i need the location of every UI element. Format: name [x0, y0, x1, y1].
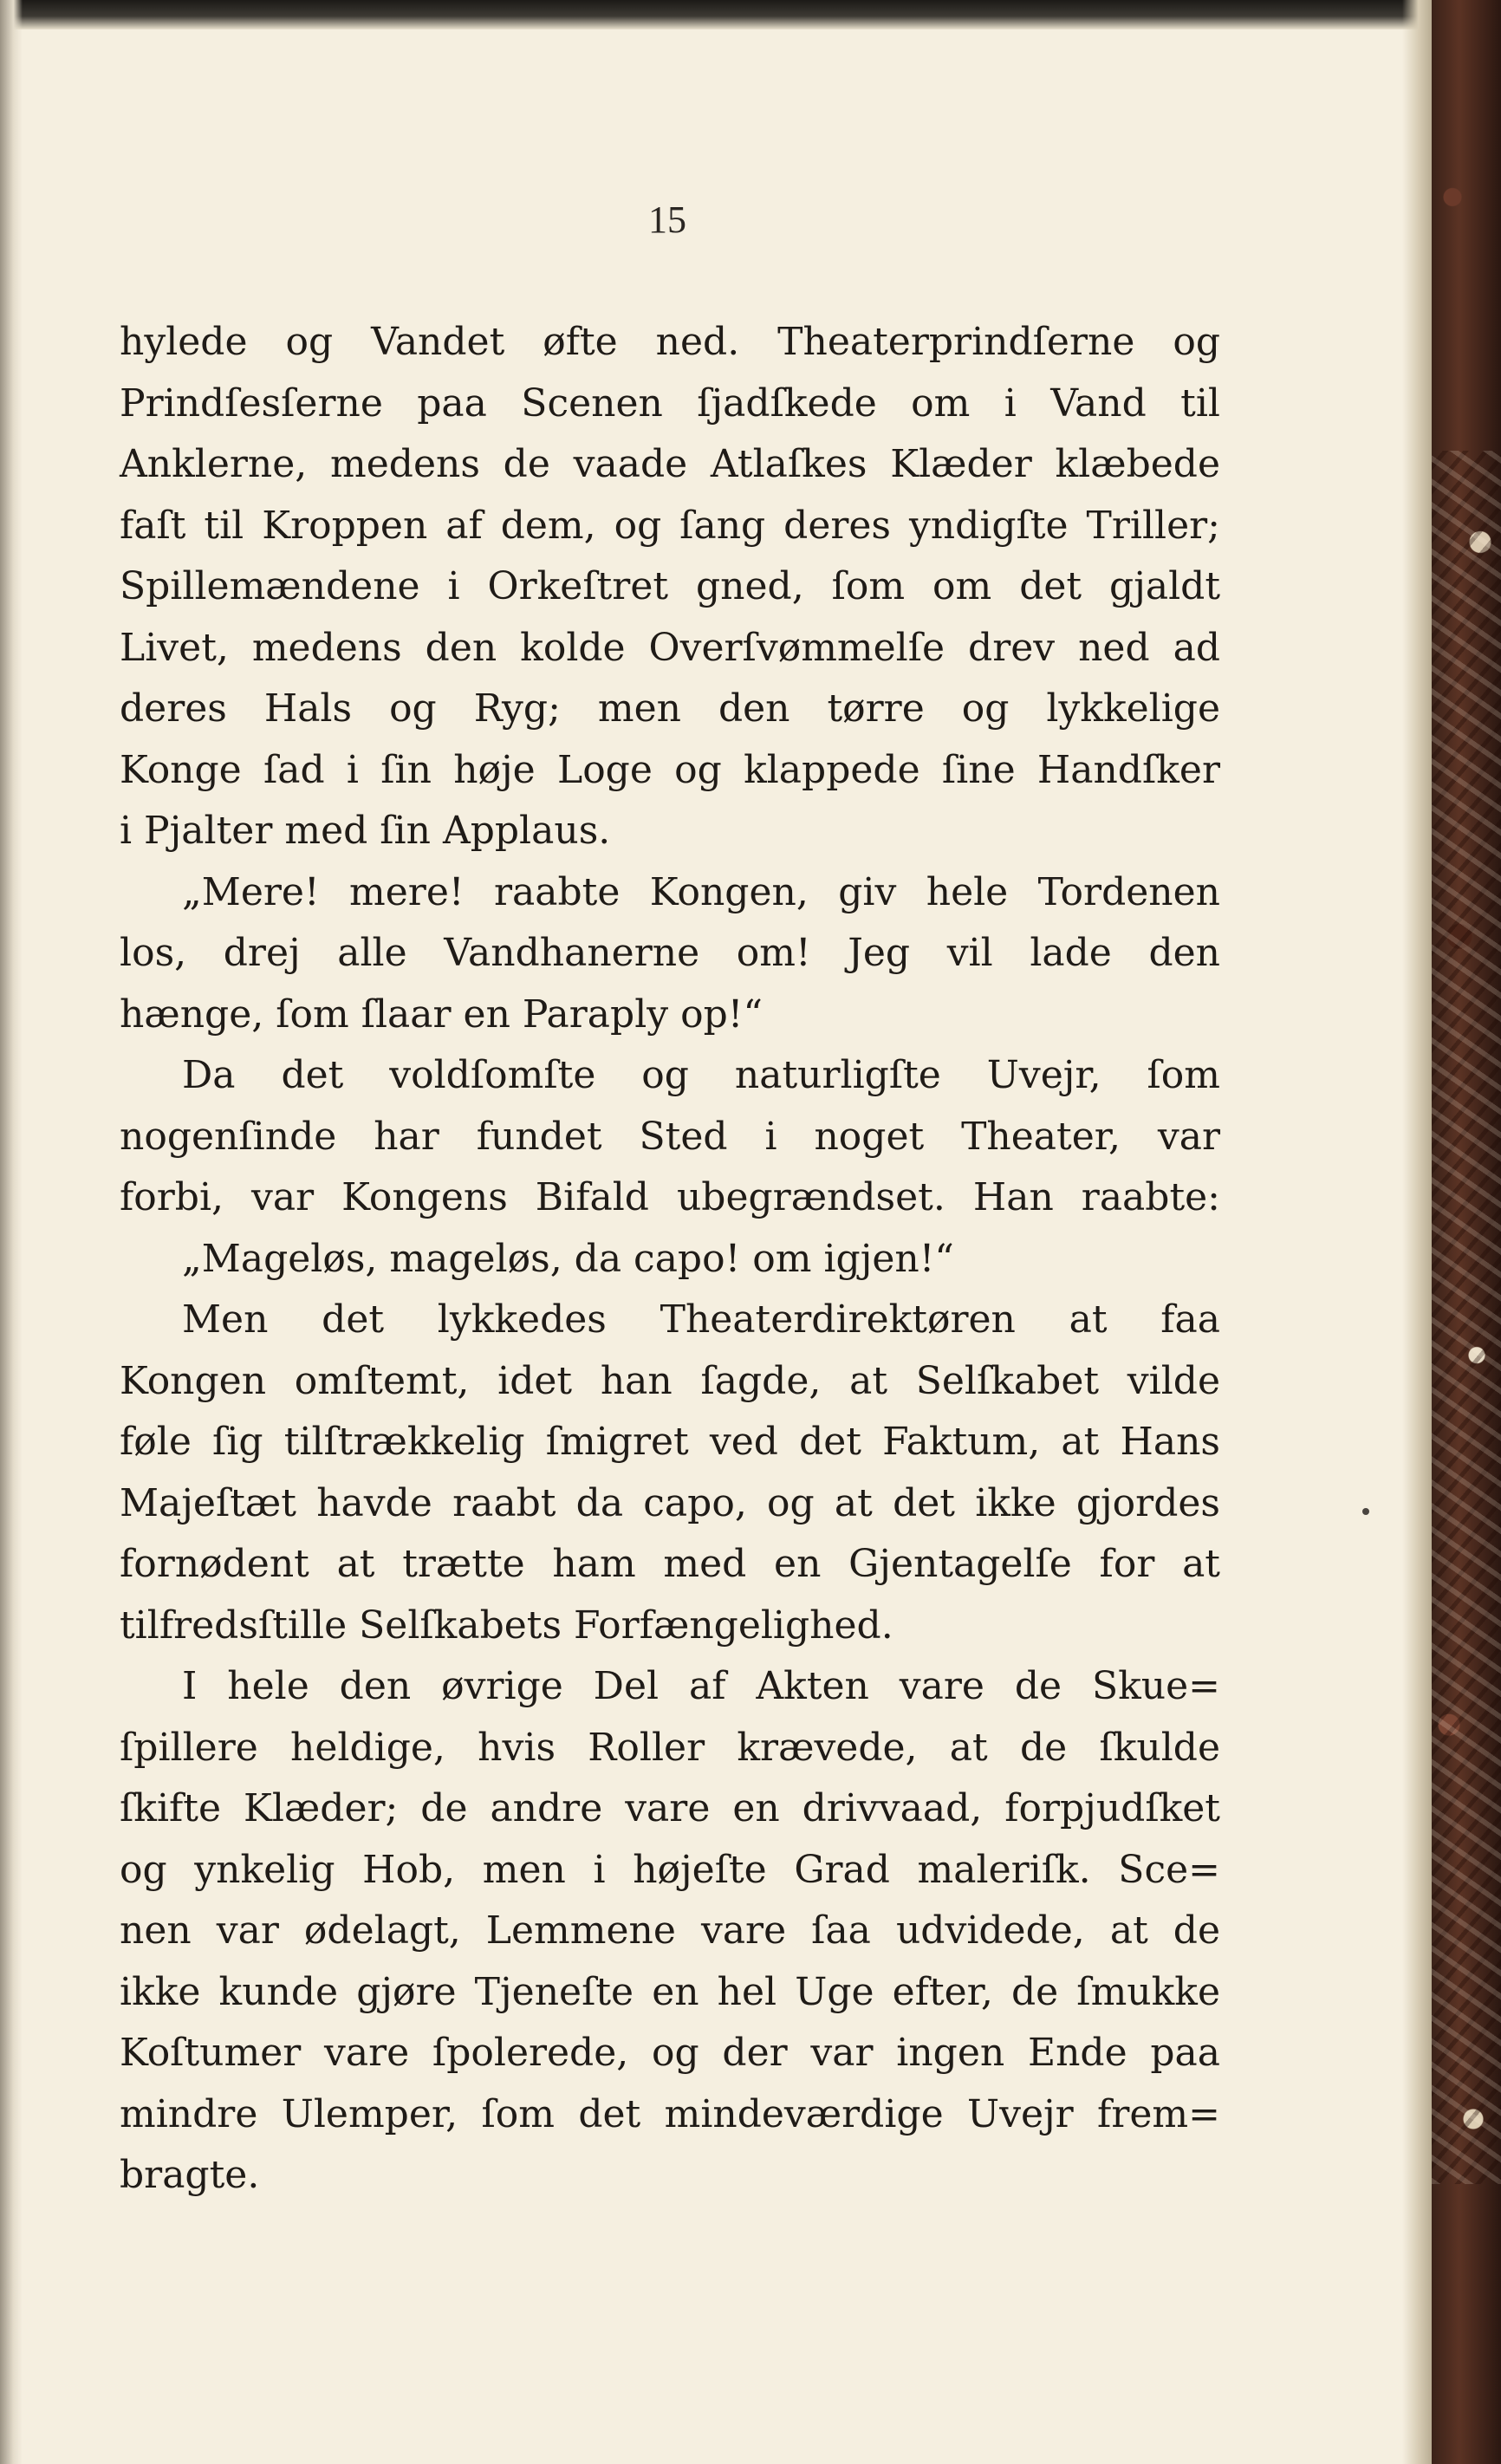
- spine-shadow: [1402, 0, 1432, 2464]
- text-line: los, drej alle Vandhanerne om! Jeg vil lade den: [120, 931, 1220, 975]
- text-line: Spillemændene i Orkeſtret gned, ſom om det gjaldt: [120, 564, 1220, 608]
- text-line: ſkifte Klæder; de andre vare en drivvaad, forpjudſket: [120, 1786, 1220, 1830]
- text-line: Livet, medens den kolde Overſvømmelſe drev ned ad: [120, 625, 1220, 670]
- text-line: nogenſinde har fundet Sted i noget Theater, var: [120, 1114, 1220, 1159]
- text-line: Da det voldſomſte og naturligſte Uvejr, ſom: [182, 1053, 1220, 1097]
- text-line: Konge ſad i ſin høje Loge og klappede ſine Handſker: [120, 747, 1220, 792]
- page-number: 15: [648, 198, 686, 241]
- marbled-binding-pattern: [1432, 451, 1501, 2184]
- text-line: bragte.: [120, 2153, 260, 2197]
- text-line: ikke kunde gjøre Tjeneſte en hel Uge efter, de ſmukke: [120, 1969, 1220, 2014]
- top-page-edge: [0, 0, 1501, 29]
- text-line: hænge, ſom ſlaar en Paraply op!“: [120, 991, 763, 1037]
- text-line: forbi, var Kongens Bifald ubegrænds​et. Han raabte:: [120, 1175, 1220, 1219]
- text-line: og ynkelig Hob, men i højeſte Grad maleriſk. Sce=: [120, 1847, 1220, 1892]
- text-line: fornødent at trætte ham med en Gjentagelſe for at: [120, 1542, 1220, 1586]
- text-line: ſpillere heldige, hvis Roller krævede, at de ſkulde: [120, 1725, 1220, 1770]
- text-line: „Mere! mere! raabte Kongen, giv hele Tordenen: [182, 869, 1220, 914]
- text-line: Men det lykkedes Theaterdirektøren at faa: [182, 1297, 1220, 1342]
- text-line: Kongen omſtemt, idet han ſagde, at Selſkabet vilde: [120, 1358, 1220, 1403]
- text-line: Majeſtæt havde raabt da capo, og at det ikke gjordes: [120, 1480, 1220, 1525]
- text-line: I hele den øvrige Del af Akten vare de Skue=: [182, 1664, 1220, 1708]
- text-line: føle ſig tilſtrækkelig ſmigret ved det Faktum, at Hans: [120, 1420, 1220, 1464]
- margin-speck: [1362, 1508, 1369, 1515]
- text-line: faſt til Kroppen af dem, og ſang deres yndigſte Triller;: [120, 503, 1220, 548]
- text-line: nen var ødelagt, Lemmene vare ſaa udvidede, at de: [120, 1908, 1220, 1953]
- body-text: [120, 312, 1220, 2207]
- text-line: i Pjalter med ſin Applaus.: [120, 809, 611, 853]
- text-line: hylede og Vandet øfte ned. Theaterprindſerne og: [120, 320, 1220, 364]
- text-line: Prindſesſerne paa Scenen ſjadſkede om i Vand til: [120, 380, 1220, 426]
- left-edge-shadow: [0, 0, 23, 2464]
- text-line: „Mageløs, mageløs, da capo! om igjen!“: [182, 1236, 954, 1281]
- text-line: deres Hals og Ryg; men den tørre og lykkelige: [120, 686, 1220, 731]
- text-line: Koſtumer vare ſpolerede, og der var ingen Ende paa: [120, 2031, 1220, 2075]
- text-line: Anklerne, medens de vaade Atlaſkes Klæder klæbede: [120, 442, 1220, 486]
- text-line: mindre Ulemper, ſom det mindeværdige Uvejr frem=: [120, 2091, 1220, 2136]
- text-line: tilfredsſtille Selſkabets Forfængelighed.: [120, 1603, 893, 1648]
